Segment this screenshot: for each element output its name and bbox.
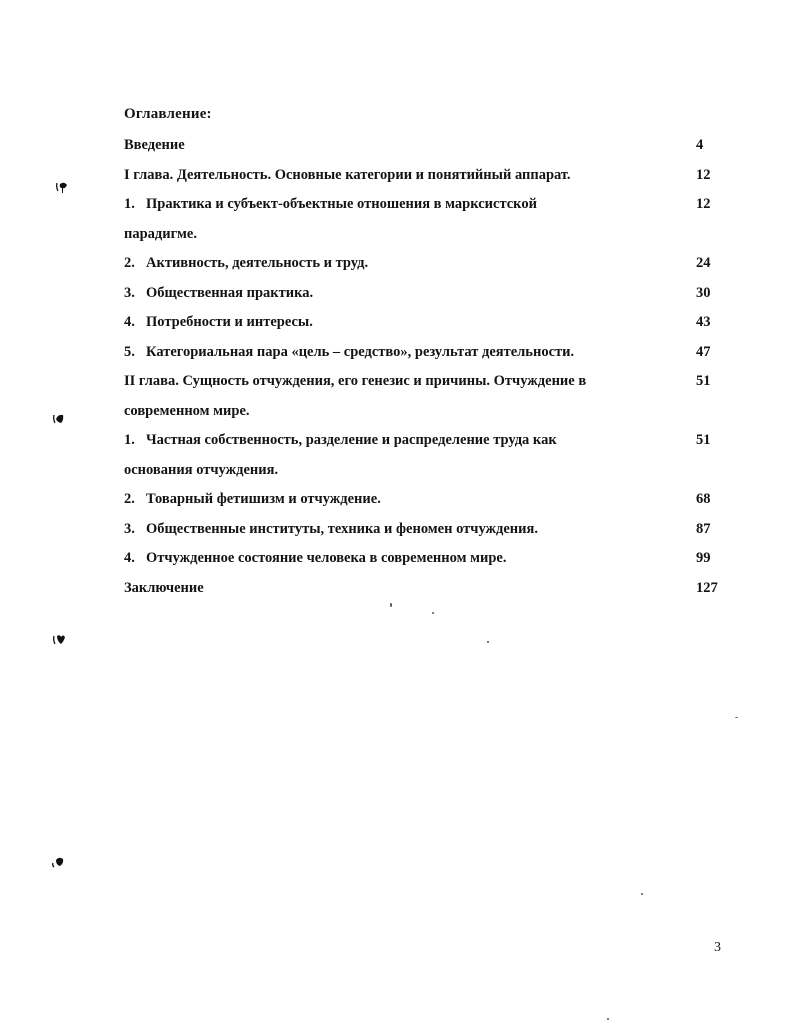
toc-entry-text: основания отчуждения. — [124, 461, 279, 478]
toc-entry-text: Потребности и интересы. — [146, 314, 313, 330]
scan-speck — [735, 717, 738, 718]
toc-entry-page: 99 — [696, 550, 711, 566]
toc-entry — [124, 367, 734, 397]
toc-entry — [124, 397, 734, 427]
toc-entry — [124, 308, 734, 338]
toc-title: Оглавление: — [124, 106, 212, 122]
toc-entry-text: Частная собственность, разделение и распределение труда как — [146, 432, 557, 448]
toc-entry-text: Заключение — [124, 579, 204, 596]
toc-entry — [124, 574, 734, 604]
toc-entry — [124, 279, 734, 309]
toc-entry-page: 51 — [696, 373, 711, 389]
toc-entry — [124, 485, 734, 515]
scan-speck — [607, 1018, 609, 1020]
toc-entry-text: I глава. Деятельность. Основные категории и понятийный аппарат. — [124, 166, 571, 183]
toc-entry-number: 4. — [124, 550, 135, 566]
toc-entry — [124, 131, 734, 161]
scan-speck — [390, 603, 392, 607]
toc-entry-page: 24 — [696, 255, 711, 271]
toc-entry — [124, 426, 734, 456]
toc-entry-page: 47 — [696, 343, 711, 360]
toc-entry — [124, 161, 734, 191]
binder-hole-mark-icon — [52, 633, 66, 647]
scan-speck — [487, 641, 489, 643]
toc-entry-text: современном мире. — [124, 402, 250, 419]
toc-entry-text: Практика и субъект-объектные отношения в марксистской — [146, 196, 537, 212]
binder-hole-mark-icon — [51, 855, 65, 869]
toc-entry-number: 3. — [124, 520, 135, 537]
toc-entry-number: 1. — [124, 432, 135, 448]
toc-entry-number: 2. — [124, 255, 135, 271]
scan-speck — [641, 893, 643, 895]
toc-entry-page: 87 — [696, 520, 711, 537]
toc-entry-page: 12 — [696, 166, 711, 183]
scan-speck — [432, 612, 434, 614]
toc-entry-text: II глава. Сущность отчуждения, его генезис и причины. Отчуждение в — [124, 373, 587, 389]
toc-entry-text: Общественные институты, техника и феномен отчуждения. — [146, 520, 538, 537]
toc-entry-text: Отчужденное состояние человека в современном мире. — [146, 550, 507, 566]
toc-entry — [124, 249, 734, 279]
toc-entry — [124, 456, 734, 486]
toc-entry-page: 4 — [696, 137, 704, 153]
toc-entry-page: 12 — [696, 196, 711, 212]
toc-entry — [124, 515, 734, 545]
toc-entry-number: 4. — [124, 314, 135, 330]
toc-entry-text: Общественная практика. — [146, 284, 314, 301]
toc-entry — [124, 220, 734, 250]
toc-entry-number: 5. — [124, 343, 135, 360]
toc-entry-text: Введение — [124, 137, 185, 153]
toc-entry — [124, 338, 734, 368]
toc-entry-page: 43 — [696, 314, 711, 330]
toc-entry-text: Активность, деятельность и труд. — [146, 255, 369, 271]
binder-hole-mark-icon — [55, 180, 69, 194]
toc-entry — [124, 544, 734, 574]
toc-entry-page: 30 — [696, 284, 711, 301]
toc-entry — [124, 190, 734, 220]
toc-entry-number: 1. — [124, 196, 135, 212]
toc-entry-number: 3. — [124, 284, 135, 301]
binder-hole-mark-icon — [52, 412, 66, 426]
toc-entry-page: 127 — [696, 579, 718, 596]
toc-entry-page: 68 — [696, 491, 711, 507]
toc-entry-page: 51 — [696, 432, 711, 448]
toc-entry-text: Товарный фетишизм и отчуждение. — [146, 491, 381, 507]
toc-entry-number: 2. — [124, 491, 135, 507]
toc-entry-text: парадигме. — [124, 225, 197, 242]
toc-entry-text: Категориальная пара «цель – средство», результат деятельности. — [146, 343, 575, 360]
page-number: 3 — [714, 940, 721, 955]
table-of-contents — [124, 131, 734, 603]
